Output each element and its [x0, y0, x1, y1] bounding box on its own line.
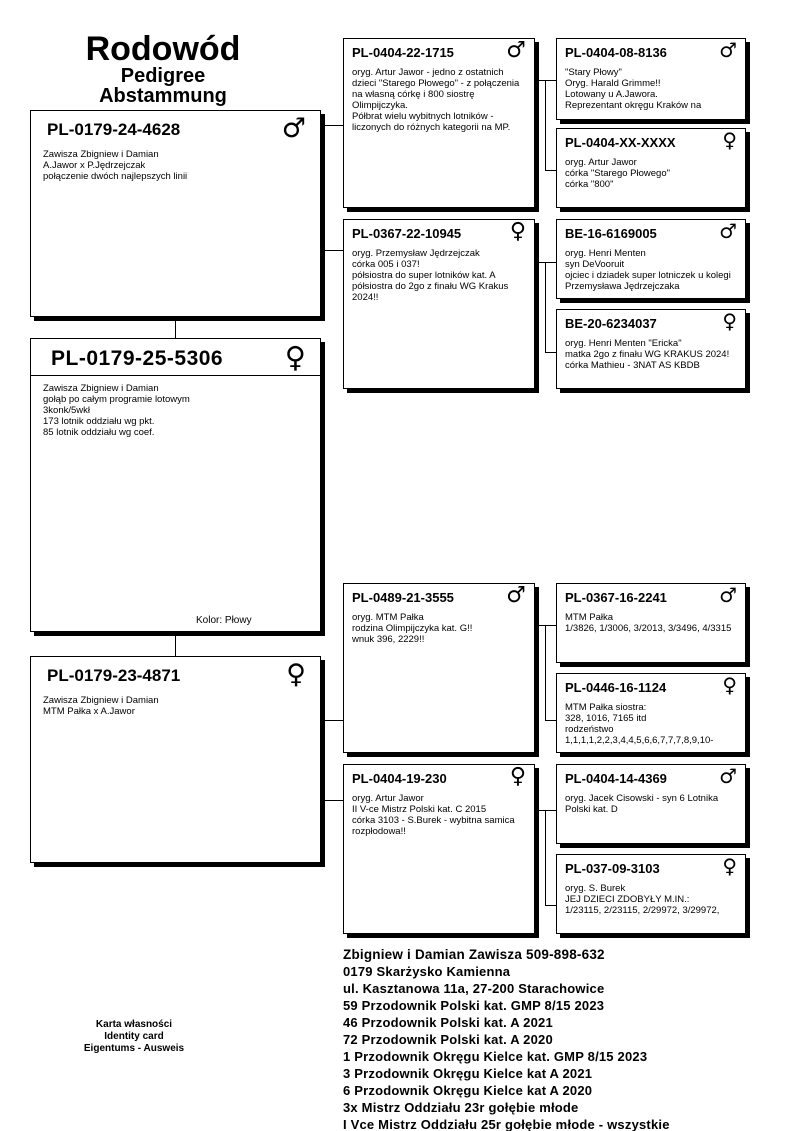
connector-line	[175, 317, 176, 338]
divider	[31, 375, 320, 376]
female-icon: ♀	[722, 128, 737, 152]
owner-line: 3x Mistrz Oddziału 23r gołębie młode	[343, 1100, 579, 1115]
male-icon: ♂	[719, 583, 737, 607]
connector-line	[545, 262, 546, 352]
connector-line	[545, 352, 556, 353]
great-grandparent-card	[556, 219, 746, 299]
pigeon-description: oryg. Artur Jawor - jedno z ostatnich dzieci "Starego Płowego" - z połączenia na własną córkę i 800 siostrę Olimpijczyka. Półbrat wielu wybitnych lotników - liczonych do różnych kategorii na MP.	[352, 67, 520, 133]
grandparent-card	[343, 38, 535, 208]
connector-line	[324, 720, 343, 721]
ring-number: PL-0404-22-1715	[352, 45, 454, 60]
pigeon-description: oryg. Artur Jawor córka "Starego Płowego" córka "800"	[565, 157, 670, 190]
ring-number: PL-0367-16-2241	[565, 590, 667, 605]
connector-line	[545, 905, 556, 906]
great-grandparent-card	[556, 309, 746, 389]
female-icon: ♀	[509, 219, 526, 244]
connector-line	[324, 125, 325, 250]
identity-card-label	[58, 1019, 210, 1055]
pedigree-logo	[58, 32, 268, 106]
connector-line	[324, 250, 343, 251]
connector-line	[545, 810, 546, 905]
dam-card	[30, 656, 321, 863]
pigeon-description: MTM Pałka 1/3826, 1/3006, 3/2013, 3/3496, 4/3315	[565, 612, 732, 634]
grandparent-card	[343, 219, 535, 389]
female-icon: ♀	[286, 659, 306, 690]
pigeon-description: "Stary Płowy" Oryg. Harald Grimme!! Lotowany u A.Jawora. Reprezentant okręgu Kraków na	[565, 67, 702, 111]
connector-line	[324, 125, 343, 126]
great-grandparent-card	[556, 583, 746, 663]
identity-card-de: Eigentums - Ausweis	[83, 1043, 185, 1054]
identity-card-pl: Karta własności	[95, 1019, 173, 1030]
ring-number: PL-0179-23-4871	[47, 666, 181, 685]
pigeon-description: MTM Pałka siostra: 328, 1016, 7165 itd rodzeństwo 1,1,1,1,2,2,3,4,4,5,6,6,7,7,7,8,9,10-	[565, 702, 714, 746]
pigeon-description: oryg. Henri Menten syn DeVooruit ojciec i dziadek super lotniczek u kolegi Przemysława Jędrzejczaka	[565, 248, 731, 292]
great-grandparent-card	[556, 673, 746, 753]
ring-number: PL-0179-24-4628	[47, 120, 181, 139]
owner-line: 1 Przodownik Okręgu Kielce kat. GMP 8/15 2023	[343, 1049, 648, 1064]
owner-line: 3 Przodownik Okręgu Kielce kat A 2021	[343, 1066, 593, 1081]
owner-info	[343, 946, 783, 1131]
female-icon: ♀	[722, 854, 737, 878]
pigeon-description: oryg. Przemysław Jędrzejczak córka 005 i 037! półsiostra do super lotników kat. A półsiostra do 2go z finału WG Krakus 2024!!	[352, 248, 509, 303]
ring-number: PL-0489-21-3555	[352, 590, 454, 605]
female-icon: ♀	[284, 340, 306, 374]
owner-line: I Vce Mistrz Oddziału 25r gołębie młode - wszystkie	[343, 1117, 670, 1131]
title-rodowod: Rodowód	[85, 30, 241, 68]
main-pigeon-card	[30, 338, 321, 632]
male-icon: ♂	[719, 219, 737, 243]
pigeon-description: oryg. Artur Jawor II V-ce Mistrz Polski kat. C 2015 córka 3103 - S.Burek - wybitna samica rozpłodowa!!	[352, 793, 515, 837]
title-abstammung: Abstammung	[99, 85, 227, 107]
connector-line	[545, 80, 546, 170]
grandparent-card	[343, 583, 535, 753]
owner-line: 46 Przodownik Polski kat. A 2021	[343, 1015, 553, 1030]
great-grandparent-card	[556, 38, 746, 120]
male-icon: ♂	[506, 583, 526, 608]
ring-number: PL-0446-16-1124	[565, 680, 667, 695]
pigeon-description: oryg. Jacek Cisowski - syn 6 Lotnika Polski kat. D	[565, 793, 719, 815]
connector-line	[545, 720, 556, 721]
great-grandparent-card	[556, 854, 746, 934]
ring-number: PL-0404-14-4369	[565, 771, 667, 786]
female-icon: ♀	[509, 764, 526, 789]
ring-number: BE-20-6234037	[565, 316, 657, 331]
ring-number: PL-0404-XX-XXXX	[565, 135, 676, 150]
male-icon: ♂	[719, 38, 737, 62]
pigeon-description: oryg. S. Burek JEJ DZIECI ZDOBYŁY M.IN.: 1/23115, 2/23115, 2/29972, 3/29972,	[565, 883, 720, 916]
pigeon-description: Zawisza Zbigniew i Damian MTM Pałka x A.Jawor	[43, 695, 159, 717]
ring-number: PL-0404-19-230	[352, 771, 447, 786]
pigeon-description: Zawisza Zbigniew i Damian gołąb po całym programie lotowym 3konk/5wkł 173 lotnik oddziału wg pkt. 85 lotnik oddziału wg coef.	[43, 383, 190, 438]
ring-number: BE-16-6169005	[565, 226, 657, 241]
connector-line	[324, 800, 343, 801]
ring-number: PL-0404-08-8136	[565, 45, 667, 60]
title-pedigree: Pedigree	[120, 65, 206, 87]
owner-line: ul. Kasztanowa 11a, 27-200 Starachowice	[343, 981, 605, 996]
owner-line: 59 Przodownik Polski kat. GMP 8/15 2023	[343, 998, 605, 1013]
female-icon: ♀	[722, 673, 737, 697]
female-icon: ♀	[722, 309, 737, 333]
ring-number: PL-0179-25-5306	[51, 347, 224, 370]
owner-line: 72 Przodownik Polski kat. A 2020	[343, 1032, 553, 1047]
grandparent-card	[343, 764, 535, 934]
male-icon: ♂	[719, 764, 737, 788]
great-grandparent-card	[556, 128, 746, 208]
male-icon: ♂	[281, 113, 306, 144]
connector-line	[545, 625, 546, 720]
owner-line: 0179 Skarżysko Kamienna	[343, 964, 511, 979]
connector-line	[324, 720, 325, 800]
pigeon-description: oryg. Henri Menten "Ericka" matka 2go z finału WG KRAKUS 2024! córka Mathieu - 3NAT AS KBDB	[565, 338, 730, 371]
great-grandparent-card	[556, 764, 746, 844]
connector-line	[545, 170, 556, 171]
ring-number: PL-037-09-3103	[565, 861, 660, 876]
color-label: Kolor: Płowy	[196, 615, 252, 626]
pigeon-description: oryg. MTM Pałka rodzina Olimpijczyka kat. G!! wnuk 396, 2229!!	[352, 612, 473, 645]
owner-name-phone: Zbigniew i Damian Zawisza 509-898-632	[343, 947, 605, 962]
connector-line	[175, 632, 176, 656]
owner-line: 6 Przodownik Okręgu Kielce kat A 2020	[343, 1083, 593, 1098]
identity-card-en: Identity card	[104, 1031, 164, 1042]
ring-number: PL-0367-22-10945	[352, 226, 462, 241]
pigeon-description: Zawisza Zbigniew i Damian A.Jawor x P.Jędrzejczak połączenie dwóch najlepszych linii	[43, 149, 188, 182]
sire-card	[30, 110, 321, 317]
male-icon: ♂	[506, 38, 526, 63]
